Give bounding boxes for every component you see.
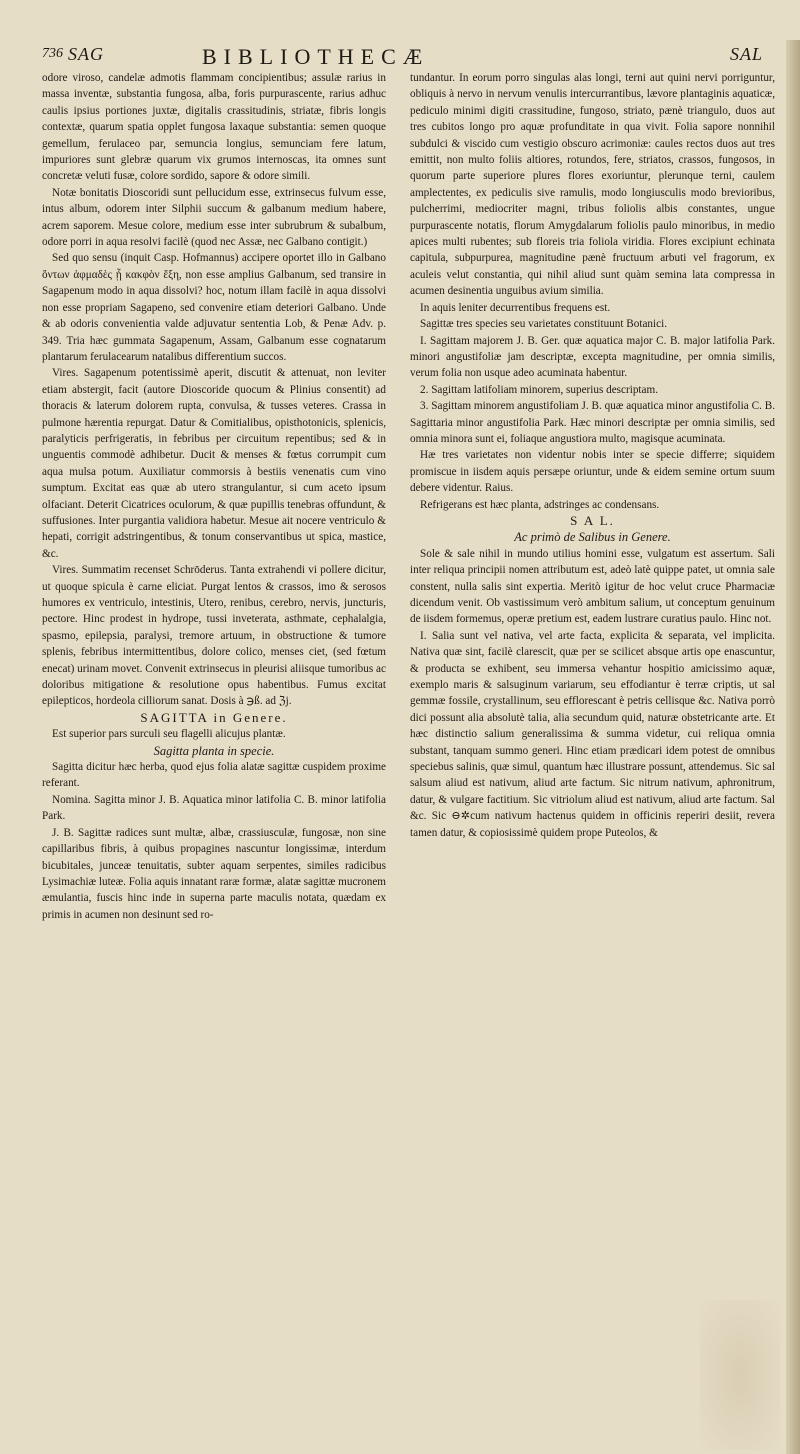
left-headword: SAG <box>68 44 104 64</box>
paragraph: Sed quo sensu (inquit Casp. Hofmannus) accipere oportet illo in Galbano ὄντων ἀφμαδὲς ᾗ κακφὸν ἔξη, non esse amplius Galbanum, sed transire in Sagapenum modo in aqua dissolvi? hoc, notum illam facilè in aqua dissolvi non esse propriam Sagapeno, sed convenire etiam deteriori Galbano. Unde & ab odoris convenientia valde adjuvatur sententia Lob, & Penæ Adv. p. 349. Tria hæc gummata Sagapenum, Assam, Galbanum esse cognatarum plantarum ferulacearum natalibus differentium succos. <box>42 252 386 363</box>
paragraph: Sole & sale nihil in mundo utilius homini esse, vulgatum est assertum. Sali inter reliqua principii nomen attributum est, adeò latè quippe patet, ut omnia sale constent, nulla salis sint expertia. Meritò igitur de hoc velut cruce Pharmaciæ dicendum venit. Ob vastissimum verò ambitum salium, ut conceptum genuinum de iisdem formemus, operæ pretium est, eadem lustrare curatius paulo. Hinc not. <box>410 547 775 626</box>
paragraph: J. B. Sagittæ radices sunt multæ, albæ, crassiusculæ, fungosæ, non sine capillaribus fibris, à quibus propagines nascuntur longissimæ, interdum bicubitales, junceæ tenuitatis, subter aquam serpentes, similes radicibus Lysimachiæ luteæ. Folia aquis innatant raræ formæ, alatæ sagittæ mucronem æmulantia, fuscis hinc inde in superna parte maculis notata, quædam ex primis in acumen non desinunt sed ro- <box>42 826 386 921</box>
paragraph: tundantur. In eorum porro singulas alas longi, terni aut quini nervi porriguntur, obliquis à nervo in nervum venulis intercurrantibus, lævore plantaginis aquaticæ, pediculo minimi digiti crassitudine, fungoso, striato, pænè triangulo, duos aut tres cubitos longo pro aquæ profunditate in qua vivit. Folia sapore nonnihil subdulci & viscido cum vestigio obscuro acrimoniæ: caules rectos duos aut tres emittit, non multo foliis altiores, rotundos, fere, striatos, crassos, fungosos, in quorum parte superiore plures flores exoriuntur, plerunque terni, caulem amplectentes, ex pediculis sive ramulis, modo longiusculis modo brevioribus, pulcherrimi, mediocriter magni, tribus foliolis albis constantes, ungue purpurascente notatis, florum Amygdalarum foliolis paulo minoribus, in medio apices multi rubentes; sub floreis tria foliola viridia. Flores excipiunt echinata capitula, subpurpurea, magnitudine pænè fructuum arbuti vel fragorum, ex aculeis velut constantia, qui nihil aliud sunt quàm semina lata compressa in acumen desinentia unguibus avium similia. <box>410 72 775 298</box>
right-column <box>410 70 775 841</box>
paragraph: 2. Sagittam latifoliam minorem, superius descriptam. <box>420 383 658 396</box>
page-number: 736 <box>42 46 63 61</box>
section-heading: Ac primò de Salibus in Genere. <box>514 530 671 545</box>
paragraph: In aquis leniter decurrentibus frequens est. <box>420 301 611 314</box>
paragraph: I. Sagittam majorem J. B. Ger. quæ aquatica major C. B. major latifolia Park. minori angustifoliæ jam descriptæ, excepta magnitudine, per omnia similis, verum folia non usque adeo acuminata habentur. <box>410 334 775 380</box>
section-heading: SAGITTA in Genere. <box>140 709 288 725</box>
page-edge <box>786 40 800 1454</box>
right-headword: SAL <box>729 44 763 64</box>
paragraph: Sagitta dicitur hæc herba, quod ejus folia alatæ sagittæ cuspidem proxime referant. <box>42 761 386 790</box>
paper-stain <box>700 1300 780 1450</box>
left-column <box>42 70 386 923</box>
paragraph: Notæ bonitatis Dioscoridi sunt pellucidum esse, extrinsecus fulvum esse, intus album, odorem inter Silphii succum & galbanum medium habere, acrem saporem. Mesue colore, medium esse inter subrubrum & subalbum, odore porri in aqua resolvi facilè (quod nec Assæ, nec Galbano contigit.) <box>42 186 386 249</box>
section-heading: S A L. <box>570 512 615 528</box>
paragraph: odore viroso, candelæ admotis flammam concipientibus; assulæ rarius in massa inventæ, substantia fungosa, alba, foris purpurascente, rarius adhuc caulis ipsius portiones juxtæ, digitalis crassitudinis, striatæ, fibris longis contextæ, quarum spatia opplet fungosa laxaque substantia: semen quoque gemellum, ferulaceo par, semuncia longius, semunciam fere latum, impuriores sunt glebræ quarum vix grumos internoscas, ita omnes sunt concretæ veluti fusæ, colore sordido, sapore & odore simili. <box>42 72 386 183</box>
paragraph: Nomina. Sagitta minor J. B. Aquatica minor latifolia C. B. minor latifolia Park. <box>42 793 386 823</box>
section-heading: Sagitta planta in specie. <box>153 743 275 758</box>
running-title: BIBLIOTHECÆ <box>202 44 430 69</box>
paragraph: I. Salia sunt vel nativa, vel arte facta, explicita & separata, vel implicita. Nativa quæ sint, facilè clarescit, quæ per se scilicet absque artis ope enascuntur, & producta se exhibent, seu immersa vehantur hospitio amicissimo aquæ, exemplo maris & salsuginum variarum, seu effodiantur è terræ criptis, ut sal gemmæ fossile, crystallinum, seu efflorescant è petris cellisque &c. Nativa porrò dici possunt alia absolutè talia, alia secundum quid, naturæ obstetricante arte. Et hæc distinctio salium generalissima & summa videtur, cui reliqua omnia substant, tanquam summo generi. Hinc etiam prædicari idem potest de omnibus speciebus salinis, quæ simul, quantum hæc illustrare possunt, attendemus. Sic sal salsum aliud est nativum, aliud arte factum. Sic nitrum nativum, aphronitrum, datur, & vulgare factitium. Sic vitriolum aliud est nativum, aliud arte factum. Sal &c. Sic ⊖✲cum nativum hactenus quidem in officinis reperiri desiit, revera tamen datur, & copiosissimè quidem prope Puteolos, & <box>410 629 775 839</box>
paragraph: Refrigerans est hæc planta, adstringes ac condensans. <box>420 498 660 511</box>
paragraph: Hæ tres varietates non videntur nobis inter se specie differre; siquidem promiscue in iisdem aquis persæpe oriuntur, unde & eidem semine ortum suum debere videntur. Raius. <box>410 449 775 495</box>
page-header <box>42 44 777 70</box>
paragraph: Sagittæ tres species seu varietates constituunt Botanici. <box>420 318 668 331</box>
paragraph: 3. Sagittam minorem angustifoliam J. B. quæ aquatica minor angustifolia C. B. Sagittaria minor angustifolia Park. Hæc minori descriptæ per omnia similis, sed omnia minora sunt ei, foliaque angustiora multo, magisque acuminata. <box>410 400 775 445</box>
paragraph: Est superior pars surculi seu flagelli alicujus plantæ. <box>52 728 286 741</box>
paragraph: Vires. Sagapenum potentissimè aperit, discutit & attenuat, non leviter etiam abstergit, facit (autore Dioscoride quocum & Plinius consentit) ad thoracis & laterum dolorem rupta, convulsa, & tusses veteres. Crassa in pulmone hærentia repurgat. Datur & Comitialibus, opisthotonicis, splenicis, paralyticis perfrigeratis, in febribus per circuitum repentibus; sed & in unguentis commodè adhibetur. Ducit & menses & fœtus corrumpit cum aqua mulsa potum. Auxiliatur commorsis à bestiis venenatis cum vino sumptum. Excitat eas quæ ab utero strangulantur, si cum aceto ipsum olfaciant. Deterit Cicatrices oculorum, & quæ pupillis tenebras offundunt, & suffusiones. Inter purgantia validiora habetur. Mesue ait nocere ventriculo & hepati, corrigit adstringentibus, & tonum conservantibus ut spica, mastice, &c. <box>42 367 386 560</box>
paragraph: Vires. Summatim recenset Schrōderus. Tanta extrahendi vi pollere dicitur, ut quoque spicula è carne eliciat. Purgat lentos & crassos, imo & serosos humores ex ventriculo, intestinis, Utero, renibus, cerebro, nervis, juncturis, pectore. Hinc prodest in hydrope, tussi inveterata, asthmate, cephalalgia, spasmo, epilepsia, paralysi, tremore artuum, in obstructione & tumore splenis, febribus intermittentibus, dolore colico, menses ciet, (sed fœtum enecat) urinam movet. Convenit extrinsecus in pleurisi aliisque tumoribus ac doloribus mitigatione & resolutione opus habentibus. Fumus excitat epilepticos, hordeola cilliorum sanat. Dosis à ℈ß. ad ℨj. <box>42 564 386 708</box>
